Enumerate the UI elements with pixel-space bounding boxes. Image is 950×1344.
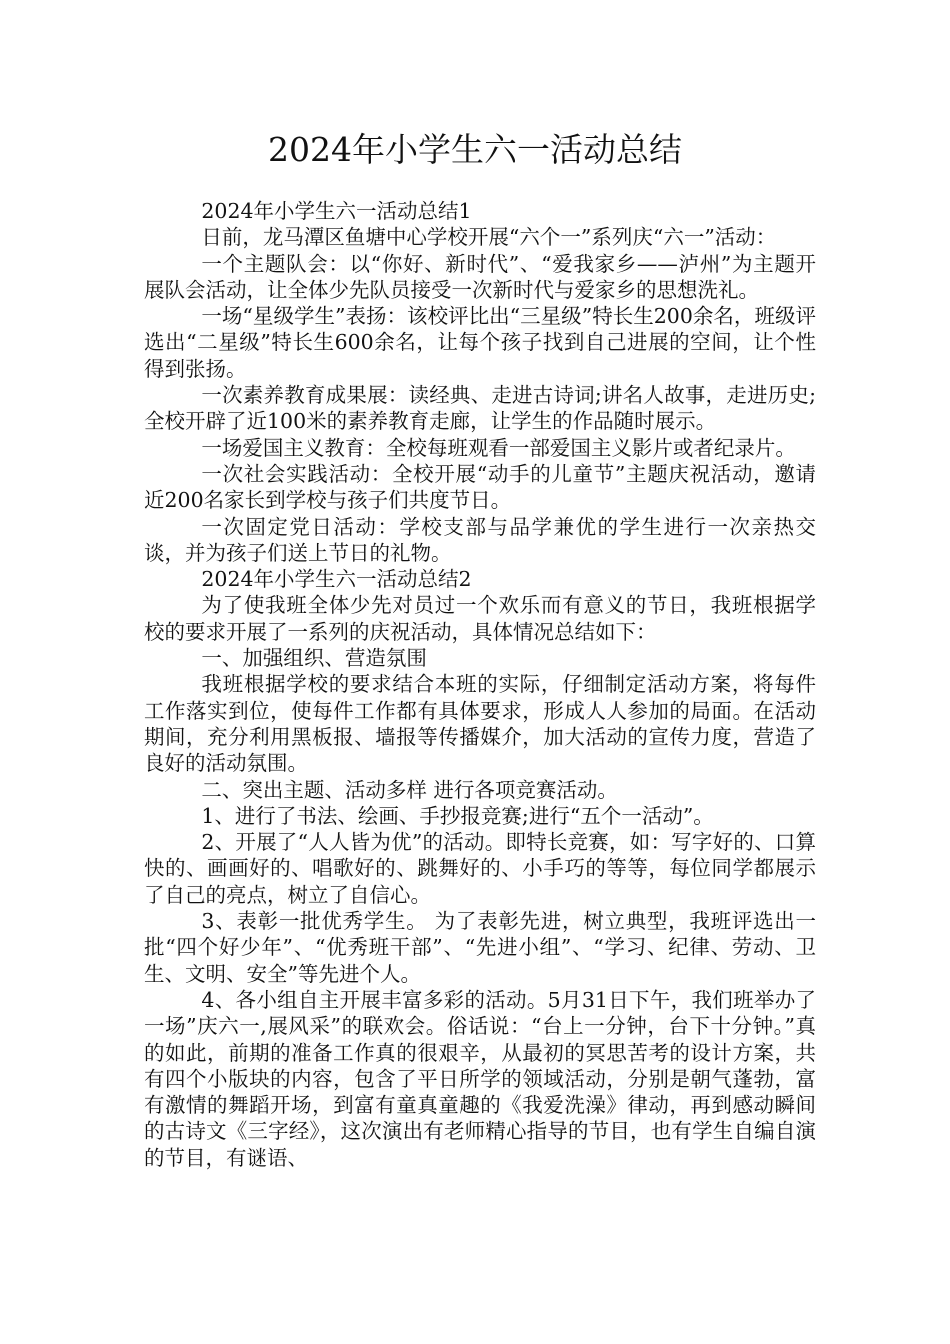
document-title: 2024年小学生六一活动总结 <box>268 130 682 169</box>
paragraph: 一场爱国主义教育：全校每班观看一部爱国主义影片或者纪录片。 <box>201 435 796 460</box>
paragraph: 一次固定党日活动：学校支部与品学兼优的学生进行一次亲热交谈，并为孩子们送上节日的礼物。 <box>144 514 816 565</box>
paragraph: 日前，龙马潭区鱼塘中心学校开展“六个一”系列庆“六一”活动： <box>201 225 777 250</box>
section-heading-1: 2024年小学生六一活动总结1 <box>201 199 472 223</box>
list-item: 2、开展了“人人皆为优”的活动。即特长竞赛，如：写字好的、口算快的、画画好的、唱歌好的、跳舞好的、小手巧的等等，每位同学都展示了自己的亮点，树立了自信心。 <box>144 830 816 907</box>
list-item: 3、表彰一批优秀学生。 为了表彰先进，树立典型，我班评选出一批“四个好少年”、“优秀班干部”、“先进小组”、“学习、纪律、劳动、卫生、文明、安全”等先进个人。 <box>144 909 816 986</box>
subheading: 一、加强组织、营造氛围 <box>201 646 427 671</box>
paragraph: 我班根据学校的要求结合本班的实际，仔细制定活动方案，将每件工作落实到位，使每件工作都有具体要求，形成人人参加的局面。在活动期间，充分利用黑板报、墙报等传播媒介，加大活动的宣传力度，营造了良好的活动氛围。 <box>144 672 816 776</box>
subheading: 二、突出主题、活动多样 进行各项竞赛活动。 <box>201 777 618 802</box>
paragraph: 为了使我班全体少先对员过一个欢乐而有意义的节日，我班根据学校的要求开展了一系列的庆祝活动，具体情况总结如下： <box>144 593 816 644</box>
document-body <box>144 198 816 1171</box>
paragraph: 一次素养教育成果展：读经典、走进古诗词;讲名人故事，走进历史;全校开辟了近100米的素养教育走廊，让学生的作品随时展示。 <box>144 383 816 434</box>
list-item: 1、进行了书法、绘画、手抄报竞赛;进行“五个一活动”。 <box>201 803 714 828</box>
paragraph: 一个主题队会：以“你好、新时代”、“爱我家乡——泸州”为主题开展队会活动，让全体少先队员接受一次新时代与爱家乡的思想洗礼。 <box>144 251 816 302</box>
section-heading-2: 2024年小学生六一活动总结2 <box>201 567 472 592</box>
paragraph: 一场“星级学生”表扬：该校评比出“三星级”特长生200余名，班级评选出“二星级”特长生600余名，让每个孩子找到自己进展的空间，让个性得到张扬。 <box>144 304 816 381</box>
list-item: 4、各小组自主开展丰富多彩的活动。5月31日下午，我们班举办了一场”庆六一,展风采”的联欢会。俗话说：“台上一分钟，台下十分钟。”真的如此，前期的准备工作真的很艰辛，从最初的冥思苦考的设计方案，共有四个小版块的内容，包含了平日所学的领域活动，分别是朝气蓬勃，富有激情的舞蹈开场，到富有童真童趣的《我爱洗澡》律动，再到感动瞬间的古诗文《三字经》，这次演出有老师精心指导的节目，也有学生自编自演的节目，有谜语、 <box>144 987 816 1170</box>
paragraph: 一次社会实践活动：全校开展“动手的儿童节”主题庆祝活动，邀请近200名家长到学校与孩子们共度节日。 <box>144 461 816 513</box>
